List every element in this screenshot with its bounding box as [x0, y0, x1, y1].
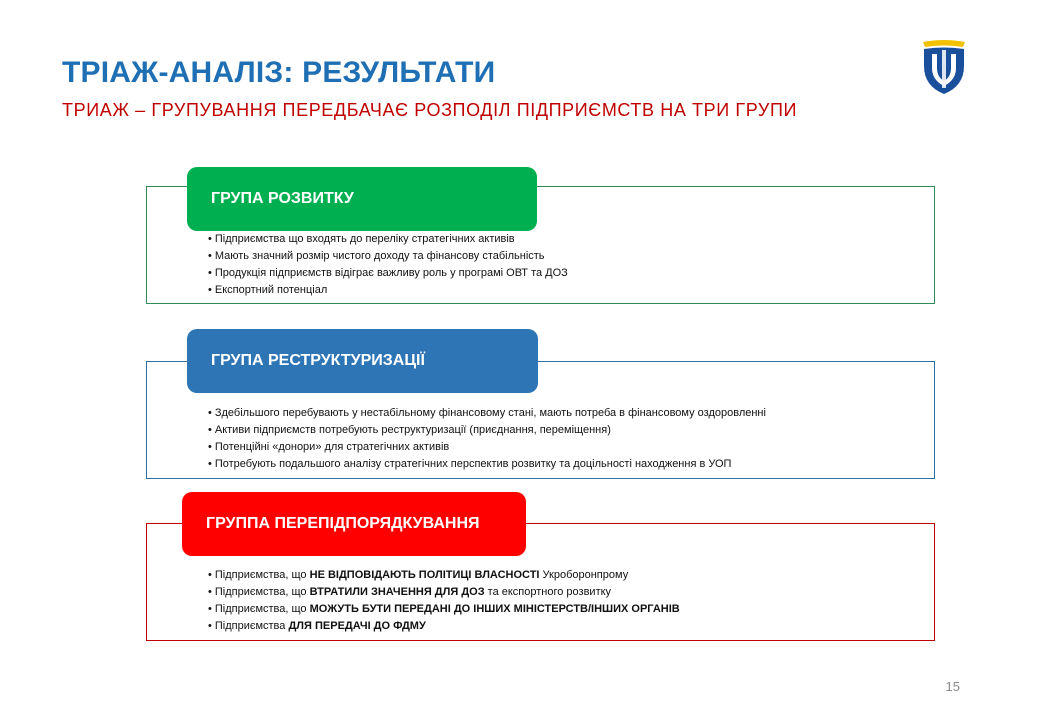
- bullet-item: [208, 231, 568, 248]
- bullet-text: Підприємства що входять до переліку стратегічних активів: [214, 233, 515, 245]
- bullet-item: [208, 265, 568, 282]
- resubordination-group-title: ГРУППА ПЕРЕПІДПОРЯДКУВАННЯ: [206, 515, 480, 532]
- slide-subtitle: ТРИАЖ – ГРУПУВАННЯ ПЕРЕДБАЧАЄ РОЗПОДІЛ ПІДПРИЄМСТВ НА ТРИ ГРУПИ: [62, 100, 798, 120]
- bullet-text: Продукція підприємств відіграє важливу роль у програмі ОВТ та ДОЗ: [214, 267, 568, 279]
- bullet-text: Підприємства, що: [214, 569, 310, 581]
- bullet-emphasis: ДЛЯ ПЕРЕДАЧІ ДО ФДМУ: [288, 620, 426, 632]
- bullet-text: Експортний потенціал: [214, 284, 328, 296]
- bullet-item: [208, 601, 680, 618]
- bullet-emphasis: НЕ ВІДПОВІДАЮТЬ ПОЛІТИЦІ ВЛАСНОСТІ: [309, 569, 540, 581]
- bullet-text: Активи підприємств потребують реструктуризації (приєднання, переміщення): [214, 424, 611, 436]
- bullet-item: [208, 567, 680, 584]
- bullet-text: Здебільшого перебувають у нестабільному фінансовому стані, мають потреба в фінансовому оздоровленні: [214, 407, 766, 419]
- bullet-text: Потенційні «донори» для стратегічних активів: [214, 441, 450, 453]
- bullet-text: Підприємства, що: [214, 586, 310, 598]
- bullet-item: [208, 456, 766, 473]
- logo-center-stroke: [942, 50, 946, 88]
- slide-title: ТРІАЖ-АНАЛІЗ: РЕЗУЛЬТАТИ: [62, 56, 496, 89]
- restructuring-group-title: ГРУПА РЕСТРУКТУРИЗАЦІЇ: [211, 352, 425, 369]
- bullet-text: Потребують подальшого аналізу стратегічних перспектив розвитку та доцільності находження в УОП: [214, 458, 732, 470]
- bullet-item: [208, 422, 766, 439]
- development-group-title: ГРУПА РОЗВИТКУ: [211, 190, 354, 207]
- resubordination-group-header: [182, 492, 526, 556]
- restructuring-group-header: [187, 329, 538, 393]
- bullet-emphasis: МОЖУТЬ БУТИ ПЕРЕДАНІ ДО ІНШИХ МІНІСТЕРСТВ/ІНШИХ ОРГАНІВ: [309, 603, 680, 615]
- page-number: 15: [945, 679, 960, 694]
- bullet-item: [208, 618, 680, 635]
- bullet-text: та експортного розвитку: [484, 586, 612, 598]
- development-bullet-list: [208, 231, 568, 299]
- logo-yellow-arc: [923, 40, 965, 47]
- bullet-item: [208, 248, 568, 265]
- bullet-text: Мають значний розмір чистого доходу та фінансову стабільність: [214, 250, 545, 262]
- resubordination-bullet-list: [208, 567, 680, 635]
- bullet-item: [208, 282, 568, 299]
- bullet-text: Підприємства, що: [214, 603, 310, 615]
- development-group-header: [187, 167, 537, 231]
- bullet-item: [208, 584, 680, 601]
- ukroboronprom-logo-icon: [918, 38, 970, 96]
- bullet-text: Укроборонпрому: [539, 569, 629, 581]
- bullet-emphasis: ВТРАТИЛИ ЗНАЧЕННЯ ДЛЯ ДОЗ: [309, 586, 485, 598]
- bullet-text: Підприємства: [214, 620, 289, 632]
- restructuring-bullet-list: [208, 405, 766, 473]
- bullet-item: [208, 439, 766, 456]
- bullet-item: [208, 405, 766, 422]
